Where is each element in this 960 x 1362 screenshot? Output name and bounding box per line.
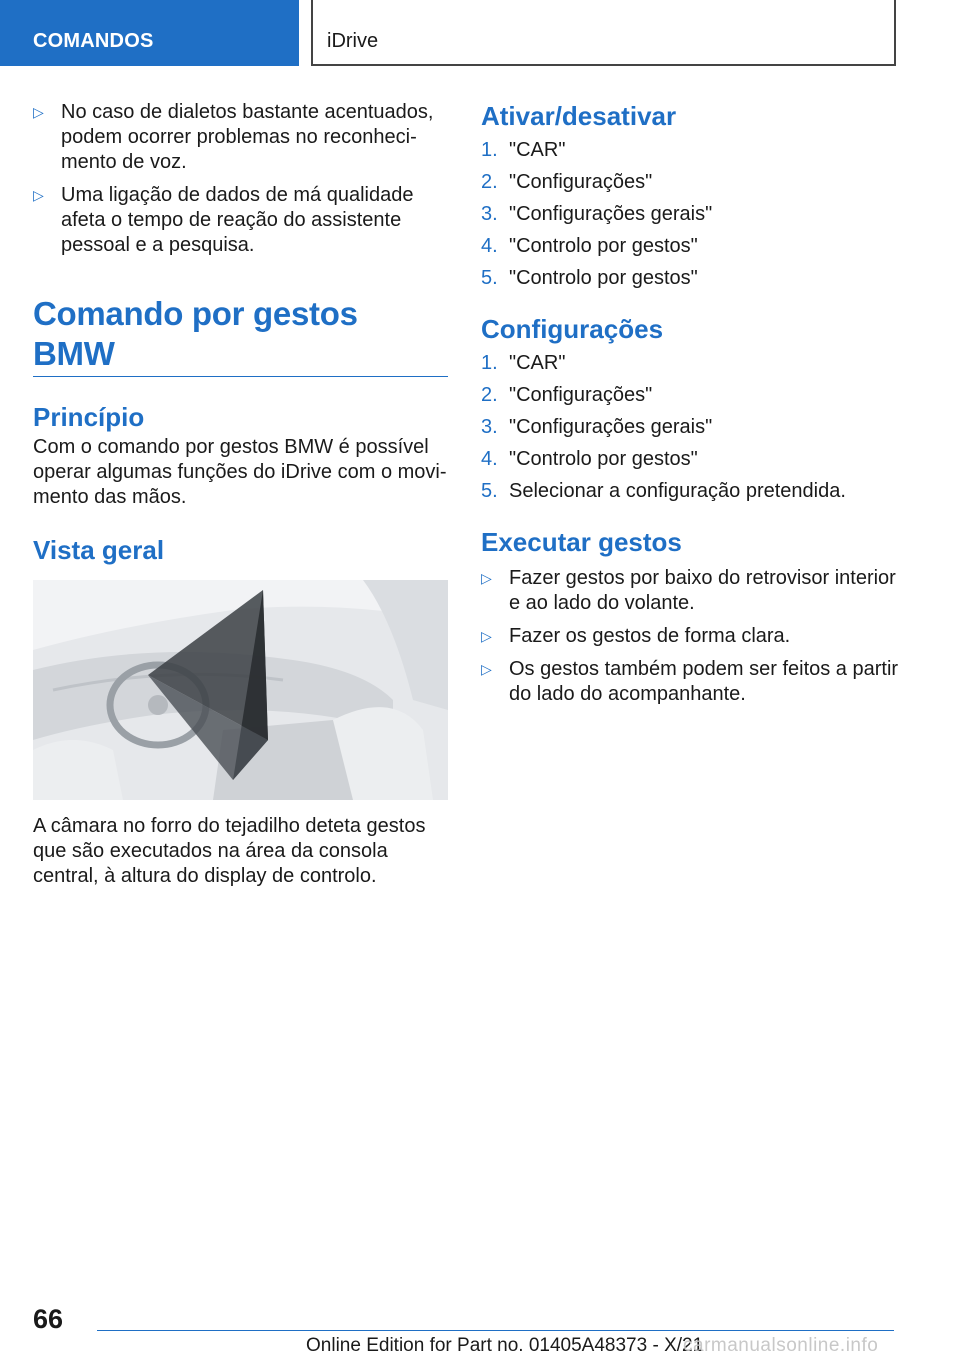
triangle-bullet-icon: ▷ (481, 661, 492, 677)
right-column (481, 100, 901, 715)
principle-heading: Princípio (33, 402, 145, 432)
list-item: 5. "Controlo por gestos" (481, 267, 698, 289)
list-item: ▷ Fazer gestos por baixo do retrovisor interior e ao lado do volante. (481, 567, 896, 614)
list-item: ▷ Uma ligação de dados de má qualidade afeta o tempo de reação do assistente pessoal e a pesquisa. (33, 184, 414, 256)
activate-steps (481, 138, 901, 291)
execute-bullets (481, 566, 901, 707)
triangle-bullet-icon: ▷ (481, 628, 492, 644)
section-tab (0, 0, 299, 66)
list-item: 4. "Controlo por gestos" (481, 448, 698, 470)
list-item: 3. "Configurações gerais" (481, 203, 713, 225)
chapter-tab (311, 0, 896, 66)
watermark: carmanualsonline.info (683, 1335, 879, 1356)
list-item: ▷ No caso de dialetos bastante acentuados, podem ocorrer problemas no reconhecimento de voz. (33, 101, 434, 173)
overview-caption: A câmara no forro do tejadilho deteta gestos que são executados na área da consola central, à altura do display de controlo. (33, 815, 426, 887)
footer-rule (97, 1330, 894, 1331)
list-item: 2. "Configurações" (481, 171, 653, 193)
chapter-title: iDrive (327, 30, 379, 52)
list-item: 5. Selecionar a configuração pretendida. (481, 480, 846, 502)
list-item: 4. "Controlo por gestos" (481, 235, 698, 257)
triangle-bullet-icon: ▷ (33, 187, 44, 203)
triangle-bullet-icon: ▷ (481, 570, 492, 586)
main-heading: Comando por gestos BMW (33, 295, 358, 372)
principle-text: Com o comando por gestos BMW é possível operar algumas funções do iDrive com o movimento das mãos. (33, 436, 447, 508)
activate-heading: Ativar/desativar (481, 101, 677, 131)
car-interior-drawing (33, 580, 448, 800)
list-item: 2. "Configurações" (481, 384, 653, 406)
list-item: 1. "CAR" (481, 352, 566, 374)
overview-heading: Vista geral (33, 535, 165, 565)
settings-heading: Configurações (481, 314, 664, 344)
list-item: 3. "Configurações gerais" (481, 416, 713, 438)
list-item: ▷ Os gestos também podem ser feitos a partir do lado do acompanhante. (481, 658, 899, 705)
list-item: ▷ Fazer os gestos de forma clara. (481, 625, 791, 647)
triangle-bullet-icon: ▷ (33, 104, 44, 120)
left-column (33, 100, 448, 889)
settings-steps (481, 351, 901, 504)
list-item: 1. "CAR" (481, 139, 566, 161)
section-title: COMANDOS (33, 30, 154, 52)
edition-text: Online Edition for Part no. 01405A48373 - X/21 (306, 1335, 704, 1356)
execute-heading: Executar gestos (481, 527, 682, 557)
heading-rule (33, 376, 448, 377)
gesture-camera-illustration (33, 580, 448, 800)
page-number: 66 (33, 1304, 64, 1334)
